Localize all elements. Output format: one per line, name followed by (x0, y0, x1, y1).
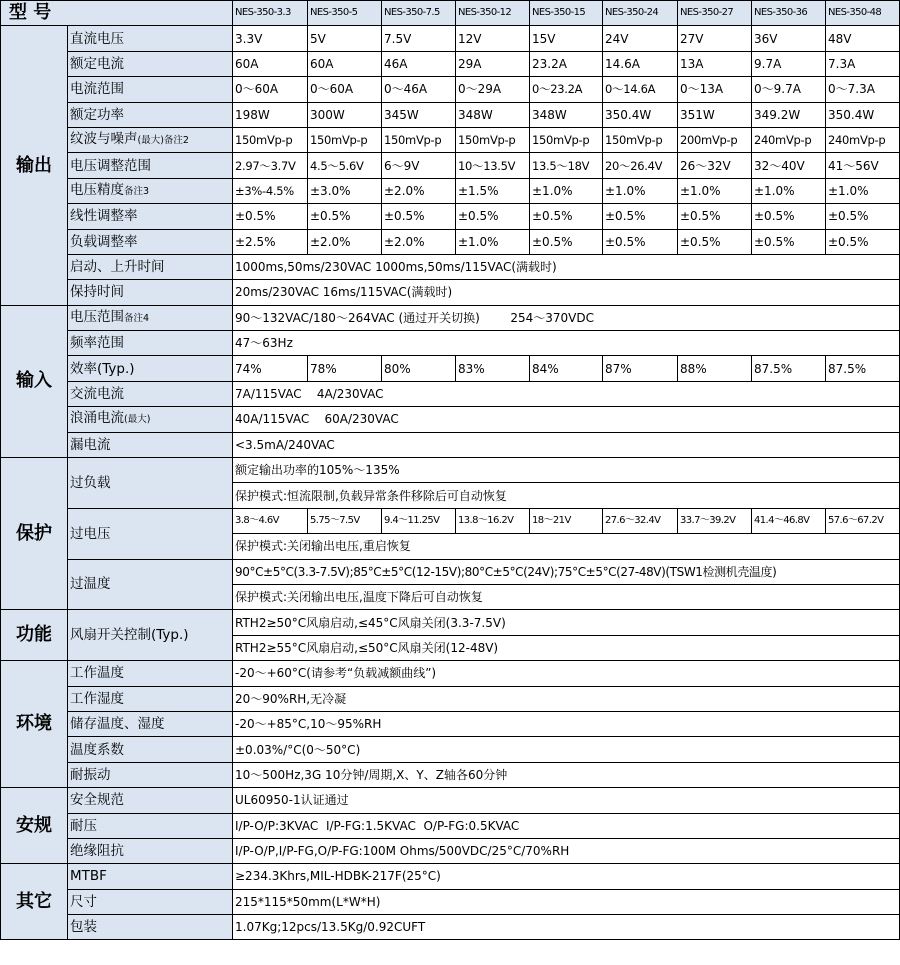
cell: 0～60A (233, 77, 308, 102)
cell: 200mVp-p (678, 127, 752, 152)
cell: 240mVp-p (752, 127, 826, 152)
cell: 40A/115VAC 60A/230VAC (233, 407, 900, 432)
row-label: 工作湿度 (68, 686, 233, 711)
cell: -20～+60°C(请参考“负载减额曲线”) (233, 661, 900, 686)
row-inrush (1, 407, 900, 432)
cell: 0～60A (308, 77, 382, 102)
row-label: 漏电流 (68, 432, 233, 457)
group-input: 输入 (1, 305, 68, 457)
cell: 5.75～7.5V (308, 508, 382, 533)
row-env-2 (1, 711, 900, 736)
row-freq (1, 331, 900, 356)
cell: 7A/115VAC 4A/230VAC (233, 381, 900, 406)
row-dc-voltage (1, 26, 900, 51)
row-input-voltage (1, 305, 900, 330)
row-label: 效率(Typ.) (68, 356, 233, 381)
row-label: 电压精度备注3 (68, 178, 233, 203)
cell: ±1.0% (826, 178, 900, 203)
cell: 74% (233, 356, 308, 381)
header-row (1, 1, 900, 26)
cell: 88% (678, 356, 752, 381)
cell: 保护模式:关闭输出电压,重启恢复 (233, 534, 900, 559)
row-label: 保持时间 (68, 280, 233, 305)
cell: UL60950-1认证通过 (233, 788, 900, 813)
cell: ±1.5% (456, 178, 530, 203)
row-label: 电流范围 (68, 77, 233, 102)
cell: 345W (382, 102, 456, 127)
row-efficiency (1, 356, 900, 381)
row-rated-current (1, 51, 900, 76)
row-other-0 (1, 864, 900, 889)
row-label: 启动、上升时间 (68, 254, 233, 279)
row-label: 尺寸 (68, 889, 233, 914)
cell: 57.6～67.2V (826, 508, 900, 533)
cell: 87.5% (752, 356, 826, 381)
row-rated-power (1, 102, 900, 127)
cell: I/P-O/P:3KVAC I/P-FG:1.5KVAC O/P-FG:0.5KVAC (233, 813, 900, 838)
cell: 41～56V (826, 153, 900, 178)
cell: ±0.5% (826, 229, 900, 254)
cell: 198W (233, 102, 308, 127)
row-env-3 (1, 737, 900, 762)
cell: 348W (456, 102, 530, 127)
cell: 29A (456, 51, 530, 76)
group-protection: 保护 (1, 458, 68, 610)
cell: ±0.5% (603, 229, 678, 254)
row-fan-1 (1, 610, 900, 635)
row-label: MTBF (68, 864, 233, 889)
cell: ±1.0% (752, 178, 826, 203)
cell: ±0.5% (678, 204, 752, 229)
cell: 12V (456, 26, 530, 51)
group-output: 输出 (1, 26, 68, 305)
cell: 215*115*50mm(L*W*H) (233, 889, 900, 914)
row-label: 过负载 (68, 458, 233, 509)
cell: 13.8～16.2V (456, 508, 530, 533)
cell: 351W (678, 102, 752, 127)
cell: 348W (530, 102, 603, 127)
row-startup (1, 254, 900, 279)
row-label: 负载调整率 (68, 229, 233, 254)
cell: 36V (752, 26, 826, 51)
cell: 26～32V (678, 153, 752, 178)
row-label: 包装 (68, 915, 233, 940)
model-name: NES-350-48 (826, 1, 900, 26)
cell: 9.7A (752, 51, 826, 76)
model-name: NES-350-24 (603, 1, 678, 26)
cell: 5V (308, 26, 382, 51)
cell: 0～9.7A (752, 77, 826, 102)
group-others: 其它 (1, 864, 68, 940)
cell: 0～23.2A (530, 77, 603, 102)
cell: ±0.5% (233, 204, 308, 229)
cell: ±1.0% (678, 178, 752, 203)
cell: ±0.5% (382, 204, 456, 229)
cell: 350.4W (603, 102, 678, 127)
cell: 15V (530, 26, 603, 51)
row-ripple-noise (1, 127, 900, 152)
cell: 保护模式:关闭输出电压,温度下降后可自动恢复 (233, 584, 900, 609)
cell: 60A (308, 51, 382, 76)
row-label: 直流电压 (68, 26, 233, 51)
cell: 10～13.5V (456, 153, 530, 178)
row-label: 过电压 (68, 508, 233, 559)
model-name: NES-350-12 (456, 1, 530, 26)
cell: 0～13A (678, 77, 752, 102)
row-other-1 (1, 889, 900, 914)
row-hold (1, 280, 900, 305)
cell: ≥234.3Khrs,MIL-HDBK-217F(25°C) (233, 864, 900, 889)
cell: 48V (826, 26, 900, 51)
cell: ±0.5% (530, 229, 603, 254)
cell: 150mVp-p (382, 127, 456, 152)
cell: 33.7～39.2V (678, 508, 752, 533)
cell: 1000ms,50ms/230VAC 1000ms,50ms/115VAC(满载时) (233, 254, 900, 279)
row-label: 额定电流 (68, 51, 233, 76)
cell: ±0.5% (826, 204, 900, 229)
cell: 150mVp-p (456, 127, 530, 152)
cell: 27V (678, 26, 752, 51)
cell: ±3%-4.5% (233, 178, 308, 203)
cell: ±2.5% (233, 229, 308, 254)
row-label: 耐振动 (68, 762, 233, 787)
row-env-1 (1, 686, 900, 711)
model-name: NES-350-5 (308, 1, 382, 26)
row-label: 耐压 (68, 813, 233, 838)
cell: RTH2≥55°C风扇启动,≤50°C风扇关闭(12-48V) (233, 635, 900, 660)
cell: ±0.5% (308, 204, 382, 229)
cell: ±0.5% (678, 229, 752, 254)
cell: 150mVp-p (530, 127, 603, 152)
row-overload-1 (1, 458, 900, 483)
cell: 0～14.6A (603, 77, 678, 102)
cell: ±1.0% (530, 178, 603, 203)
row-overtemp-1 (1, 559, 900, 584)
cell: ±3.0% (308, 178, 382, 203)
row-label: 工作温度 (68, 661, 233, 686)
cell: ±0.03%/°C(0～50°C) (233, 737, 900, 762)
row-label: 电压范围备注4 (68, 305, 233, 330)
cell: ±1.0% (603, 178, 678, 203)
cell: 4.5～5.6V (308, 153, 382, 178)
model-header-label: 型 号 (1, 1, 233, 26)
row-label: 线性调整率 (68, 204, 233, 229)
cell: 84% (530, 356, 603, 381)
cell: 1.07Kg;12pcs/13.5Kg/0.92CUFT (233, 915, 900, 940)
cell: 349.2W (752, 102, 826, 127)
cell: 0～46A (382, 77, 456, 102)
row-overvoltage-1 (1, 508, 900, 533)
row-line-reg (1, 204, 900, 229)
row-safety-1 (1, 813, 900, 838)
cell: 18～21V (530, 508, 603, 533)
cell: 0～7.3A (826, 77, 900, 102)
cell: 23.2A (530, 51, 603, 76)
group-function: 功能 (1, 610, 68, 661)
row-label: 安全规范 (68, 788, 233, 813)
cell: ±2.0% (382, 229, 456, 254)
cell: 7.3A (826, 51, 900, 76)
cell: 额定输出功率的105%～135% (233, 458, 900, 483)
row-leakage (1, 432, 900, 457)
cell: ±0.5% (456, 204, 530, 229)
row-label: 交流电流 (68, 381, 233, 406)
cell: 9.4～11.25V (382, 508, 456, 533)
group-safety: 安规 (1, 788, 68, 864)
cell: 150mVp-p (233, 127, 308, 152)
cell: 3.8～4.6V (233, 508, 308, 533)
cell: 13.5～18V (530, 153, 603, 178)
row-label: 电压调整范围 (68, 153, 233, 178)
cell: 80% (382, 356, 456, 381)
cell: 0～29A (456, 77, 530, 102)
cell: RTH2≥50°C风扇启动,≤45°C风扇关闭(3.3-7.5V) (233, 610, 900, 635)
cell: 14.6A (603, 51, 678, 76)
row-label: 纹波与噪声(最大)备注2 (68, 127, 233, 152)
cell: ±2.0% (308, 229, 382, 254)
cell: 3.3V (233, 26, 308, 51)
row-label: 风扇开关控制(Typ.) (68, 610, 233, 661)
row-current-range (1, 77, 900, 102)
cell: 20ms/230VAC 16ms/115VAC(满载时) (233, 280, 900, 305)
cell: 87% (603, 356, 678, 381)
row-env-4 (1, 762, 900, 787)
row-label: 浪涌电流(最大) (68, 407, 233, 432)
row-voltage-acc (1, 178, 900, 203)
cell: 240mVp-p (826, 127, 900, 152)
cell: 41.4～46.8V (752, 508, 826, 533)
row-label: 频率范围 (68, 331, 233, 356)
cell: 32～40V (752, 153, 826, 178)
cell: 24V (603, 26, 678, 51)
row-ac-current (1, 381, 900, 406)
cell: 保护模式:恒流限制,负载异常条件移除后可自动恢复 (233, 483, 900, 508)
row-label: 绝缘阻抗 (68, 838, 233, 863)
cell: 27.6～32.4V (603, 508, 678, 533)
row-voltage-adj (1, 153, 900, 178)
cell: 20～26.4V (603, 153, 678, 178)
row-other-2 (1, 915, 900, 940)
cell: -20～+85°C,10～95%RH (233, 711, 900, 736)
row-env-0 (1, 661, 900, 686)
row-load-reg (1, 229, 900, 254)
model-name: NES-350-27 (678, 1, 752, 26)
cell: 60A (233, 51, 308, 76)
cell: 90～132VAC/180～264VAC (通过开关切换) 254～370VDC (233, 305, 900, 330)
group-environment: 环境 (1, 661, 68, 788)
cell: ±1.0% (456, 229, 530, 254)
cell: <3.5mA/240VAC (233, 432, 900, 457)
cell: 87.5% (826, 356, 900, 381)
cell: ±2.0% (382, 178, 456, 203)
cell: ±0.5% (530, 204, 603, 229)
model-name: NES-350-3.3 (233, 1, 308, 26)
model-name: NES-350-7.5 (382, 1, 456, 26)
cell: 83% (456, 356, 530, 381)
cell: I/P-O/P,I/P-FG,O/P-FG:100M Ohms/500VDC/25°C/70%RH (233, 838, 900, 863)
cell: 350.4W (826, 102, 900, 127)
row-safety-2 (1, 838, 900, 863)
cell: 150mVp-p (603, 127, 678, 152)
row-safety-0 (1, 788, 900, 813)
cell: ±0.5% (603, 204, 678, 229)
model-name: NES-350-15 (530, 1, 603, 26)
cell: 300W (308, 102, 382, 127)
cell: ±0.5% (752, 204, 826, 229)
cell: ±0.5% (752, 229, 826, 254)
row-label: 温度系数 (68, 737, 233, 762)
row-label: 储存温度、湿度 (68, 711, 233, 736)
cell: 47～63Hz (233, 331, 900, 356)
cell: 90°C±5°C(3.3-7.5V);85°C±5°C(12-15V);80°C±5°C(24V);75°C±5°C(27-48V)(TSW1检测机壳温度) (233, 559, 900, 584)
row-label: 过温度 (68, 559, 233, 610)
cell: 6～9V (382, 153, 456, 178)
model-name: NES-350-36 (752, 1, 826, 26)
cell: 46A (382, 51, 456, 76)
cell: 150mVp-p (308, 127, 382, 152)
cell: 20～90%RH,无冷凝 (233, 686, 900, 711)
cell: 78% (308, 356, 382, 381)
row-label: 额定功率 (68, 102, 233, 127)
cell: 7.5V (382, 26, 456, 51)
cell: 2.97～3.7V (233, 153, 308, 178)
cell: 10～500Hz,3G 10分钟/周期,X、Y、Z轴各60分钟 (233, 762, 900, 787)
cell: 13A (678, 51, 752, 76)
